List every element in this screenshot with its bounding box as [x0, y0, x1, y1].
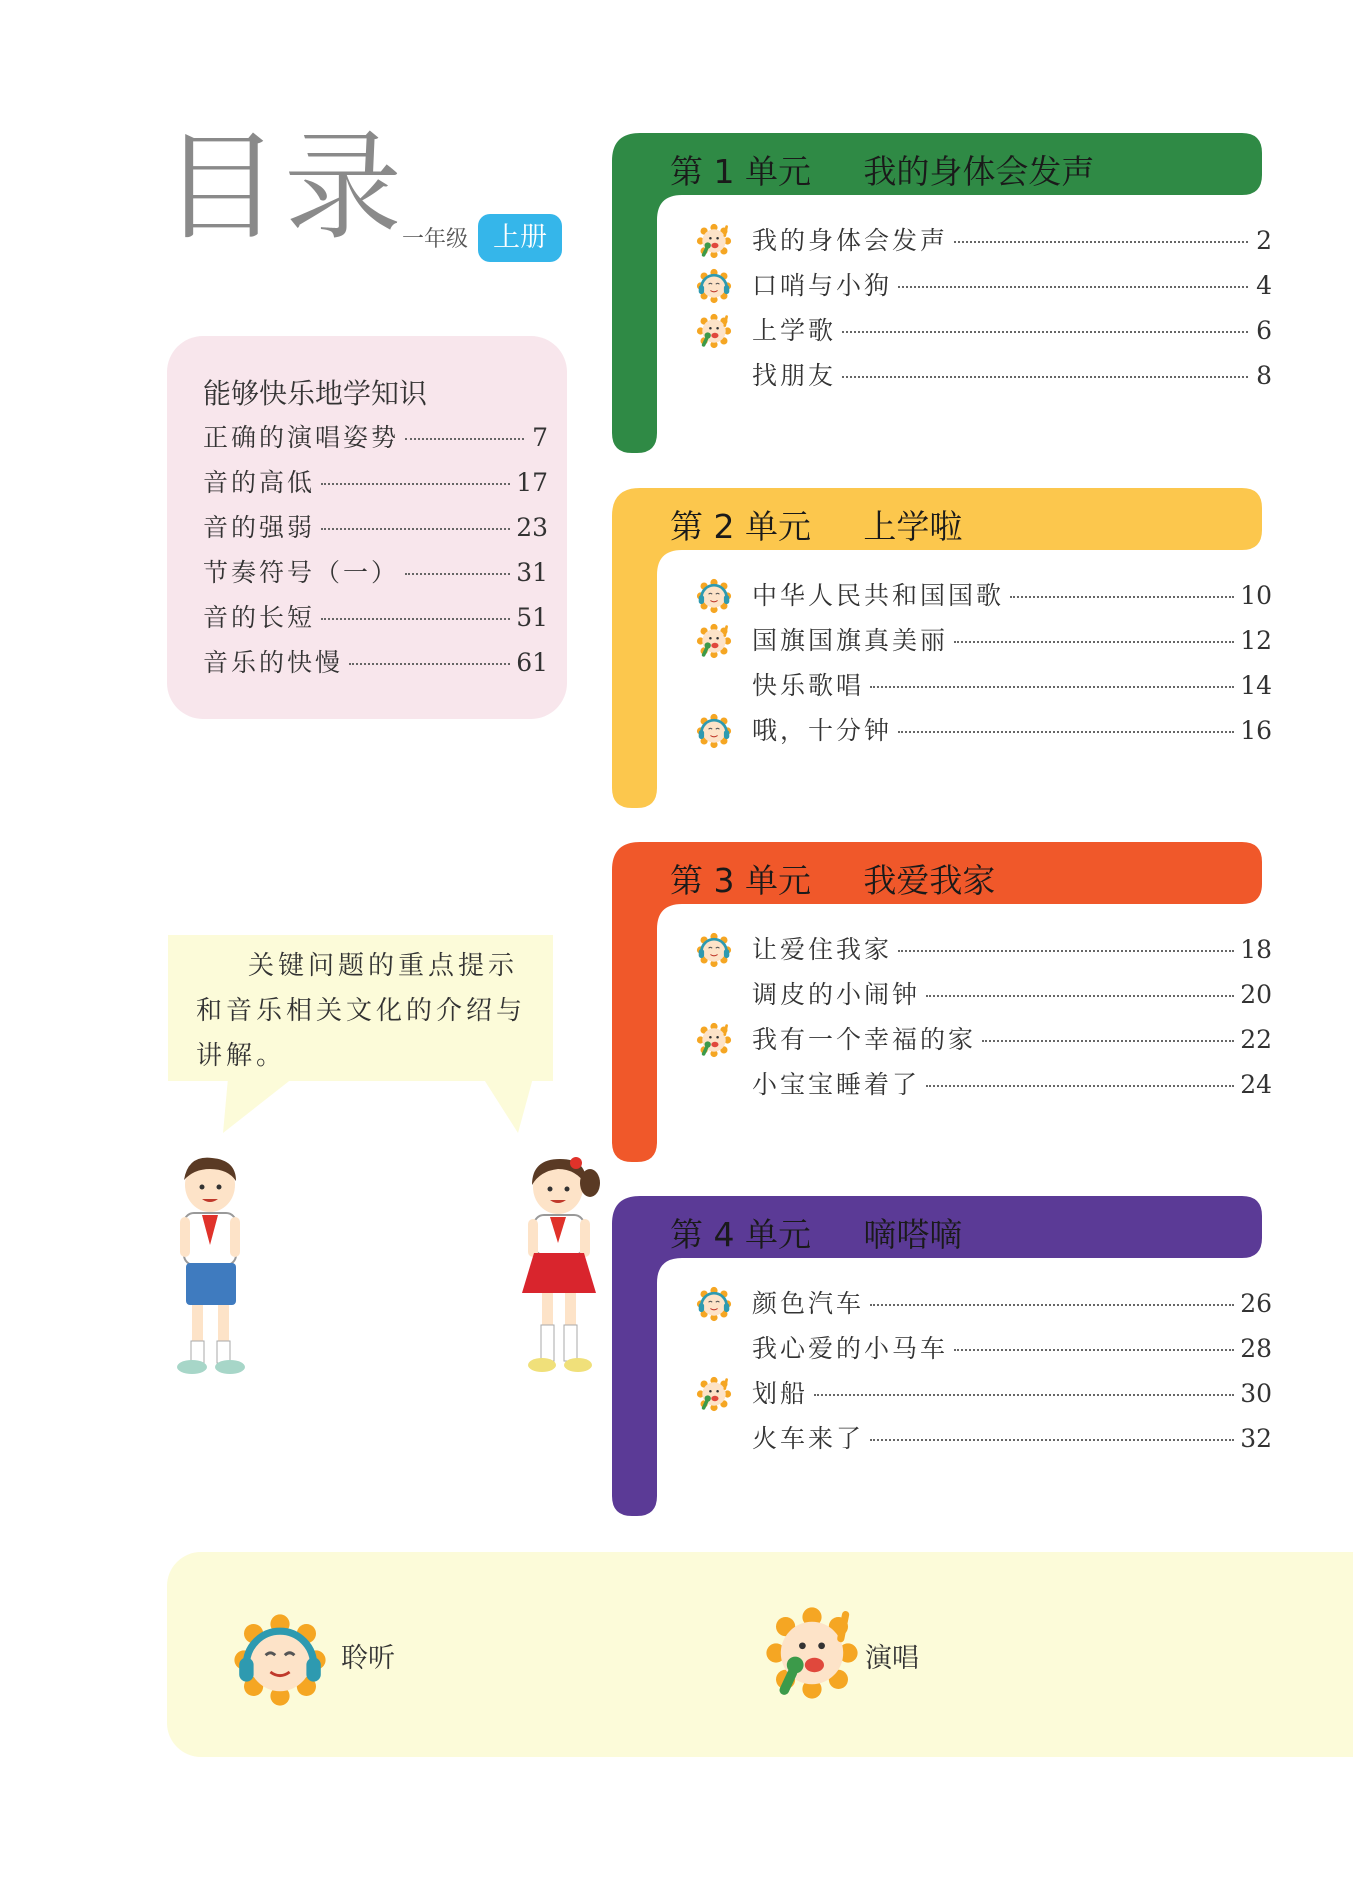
- leader-dots: [926, 1085, 1234, 1087]
- lesson-label: 火车来了: [752, 1424, 865, 1453]
- legend-listen-label: 聆听: [341, 1643, 395, 1674]
- lesson-page: 24: [1240, 1070, 1272, 1099]
- lesson-label: 找朋友: [752, 361, 837, 390]
- lesson-item[interactable]: [752, 576, 1272, 621]
- lesson-label: 小宝宝睡着了: [752, 1070, 921, 1099]
- lesson-item[interactable]: [752, 975, 1272, 1020]
- listen-icon: [696, 932, 732, 968]
- lesson-page: 10: [1240, 581, 1272, 610]
- leader-dots: [405, 573, 510, 575]
- lesson-item[interactable]: [752, 666, 1272, 711]
- lesson-item[interactable]: [752, 356, 1272, 401]
- lesson-page: 16: [1240, 716, 1272, 745]
- leader-dots: [842, 376, 1248, 378]
- knowledge-item[interactable]: [203, 418, 548, 463]
- lesson-item[interactable]: [752, 266, 1272, 311]
- item-page: 7: [532, 423, 548, 452]
- lesson-item[interactable]: [752, 1020, 1272, 1065]
- unit-title: 第 3 单元 我爱我家: [670, 861, 996, 900]
- lesson-page: 4: [1256, 271, 1272, 300]
- bubble-text: 关键问题的重点提示和音乐相关文化的介绍与讲解。: [196, 951, 527, 1071]
- page-title: 目录: [162, 118, 407, 256]
- item-page: 61: [516, 648, 548, 677]
- boy-illustration: [162, 1155, 262, 1395]
- lesson-label: 划船: [752, 1379, 809, 1408]
- lesson-page: 32: [1240, 1424, 1272, 1453]
- lesson-item[interactable]: [752, 311, 1272, 356]
- lesson-page: 14: [1240, 671, 1272, 700]
- sing-icon: [696, 1376, 732, 1412]
- unit-title: 第 1 单元 我的身体会发声: [670, 152, 1095, 191]
- unit-3: [612, 842, 1272, 1162]
- lesson-page: 28: [1240, 1334, 1272, 1363]
- lesson-item[interactable]: [752, 711, 1272, 756]
- item-label: 节奏符号（一）: [203, 558, 400, 587]
- sing-icon: [696, 1022, 732, 1058]
- unit-title: 第 4 单元 嘀嗒嘀: [670, 1215, 963, 1254]
- lesson-page: 8: [1256, 361, 1272, 390]
- lesson-list: [752, 576, 1272, 756]
- leader-dots: [870, 1439, 1234, 1441]
- knowledge-panel: [167, 336, 567, 719]
- listen-icon: [696, 268, 732, 304]
- lesson-label: 口哨与小狗: [752, 271, 893, 300]
- knowledge-title: 能够快乐地学知识: [203, 377, 428, 410]
- lesson-item[interactable]: [752, 930, 1272, 975]
- leader-dots: [870, 1304, 1234, 1306]
- volume-badge: 上册: [478, 214, 562, 262]
- unit-title: 第 2 单元 上学啦: [670, 507, 963, 546]
- lesson-list: [752, 930, 1272, 1110]
- unit-2: [612, 488, 1272, 808]
- item-page: 17: [516, 468, 548, 497]
- lesson-item[interactable]: [752, 221, 1272, 266]
- leader-dots: [1010, 596, 1234, 598]
- lesson-label: 国旗国旗真美丽: [752, 626, 949, 655]
- lesson-item[interactable]: [752, 1329, 1272, 1374]
- lesson-label: 快乐歌唱: [752, 671, 865, 700]
- lesson-label: 我心爱的小马车: [752, 1334, 949, 1363]
- girl-illustration: [510, 1155, 610, 1395]
- listen-icon: [696, 578, 732, 614]
- item-label: 正确的演唱姿势: [203, 423, 400, 452]
- lesson-page: 18: [1240, 935, 1272, 964]
- speech-bubble-tail: [168, 1078, 553, 1138]
- item-page: 31: [516, 558, 548, 587]
- listen-icon: [696, 1286, 732, 1322]
- leader-dots: [954, 241, 1248, 243]
- knowledge-item[interactable]: [203, 553, 548, 598]
- lesson-label: 上学歌: [752, 316, 837, 345]
- lesson-page: 12: [1240, 626, 1272, 655]
- item-page: 51: [516, 603, 548, 632]
- item-page: 23: [516, 513, 548, 542]
- leader-dots: [405, 438, 524, 440]
- leader-dots: [349, 663, 510, 665]
- lesson-page: 20: [1240, 980, 1272, 1009]
- knowledge-list: [203, 418, 548, 688]
- knowledge-item[interactable]: [203, 643, 548, 688]
- lesson-page: 2: [1256, 226, 1272, 255]
- leader-dots: [982, 1040, 1234, 1042]
- leader-dots: [321, 483, 510, 485]
- leader-dots: [926, 995, 1234, 997]
- lesson-page: 30: [1240, 1379, 1272, 1408]
- listen-icon: [696, 713, 732, 749]
- leader-dots: [870, 686, 1234, 688]
- lesson-label: 让爱住我家: [752, 935, 893, 964]
- leader-dots: [898, 950, 1234, 952]
- knowledge-item[interactable]: [203, 598, 548, 643]
- sing-icon: [764, 1598, 860, 1708]
- lesson-item[interactable]: [752, 1374, 1272, 1419]
- lesson-page: 6: [1256, 316, 1272, 345]
- leader-dots: [898, 731, 1234, 733]
- lesson-page: 22: [1240, 1025, 1272, 1054]
- leader-dots: [321, 618, 510, 620]
- leader-dots: [842, 331, 1248, 333]
- sing-icon: [696, 623, 732, 659]
- lesson-item[interactable]: [752, 1065, 1272, 1110]
- leader-dots: [954, 1349, 1234, 1351]
- lesson-label: 我的身体会发声: [752, 226, 949, 255]
- lesson-label: 我有一个幸福的家: [752, 1025, 977, 1054]
- item-label: 音的长短: [203, 603, 316, 632]
- leader-dots: [814, 1394, 1234, 1396]
- lesson-label: 哦，十分钟: [752, 716, 893, 745]
- knowledge-item[interactable]: [203, 463, 548, 508]
- legend-sing-label: 演唱: [865, 1643, 919, 1674]
- grade-label: 一年级: [402, 227, 469, 252]
- lesson-list: [752, 221, 1272, 401]
- lesson-label: 中华人民共和国国歌: [752, 581, 1005, 610]
- leader-dots: [954, 641, 1234, 643]
- unit-1: [612, 133, 1272, 453]
- listen-icon: [232, 1612, 328, 1708]
- lesson-item[interactable]: [752, 1284, 1272, 1329]
- unit-4: [612, 1196, 1272, 1516]
- lesson-list: [752, 1284, 1272, 1464]
- item-label: 音乐的快慢: [203, 648, 344, 677]
- lesson-item[interactable]: [752, 1419, 1272, 1464]
- lesson-item[interactable]: [752, 621, 1272, 666]
- sing-icon: [696, 223, 732, 259]
- lesson-label: 颜色汽车: [752, 1289, 865, 1318]
- lesson-page: 26: [1240, 1289, 1272, 1318]
- item-label: 音的高低: [203, 468, 316, 497]
- leader-dots: [898, 286, 1248, 288]
- leader-dots: [321, 528, 510, 530]
- sing-icon: [696, 313, 732, 349]
- lesson-label: 调皮的小闹钟: [752, 980, 921, 1009]
- knowledge-item[interactable]: [203, 508, 548, 553]
- item-label: 音的强弱: [203, 513, 316, 542]
